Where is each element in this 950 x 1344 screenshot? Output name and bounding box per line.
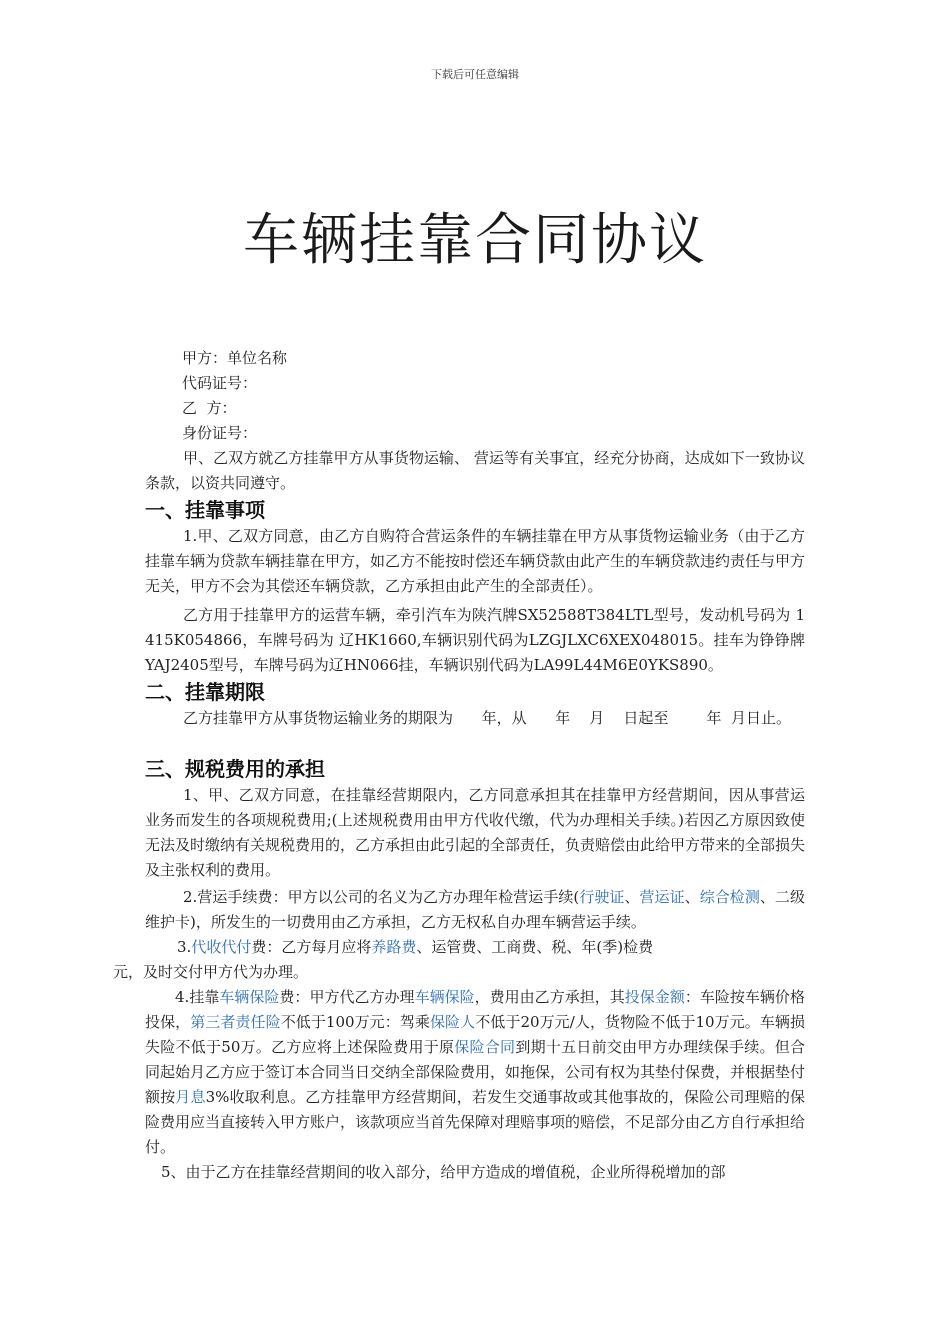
document-title: 车辆挂靠合同协议 (243, 208, 707, 273)
party-b-line: 乙 方： (182, 399, 237, 417)
link-comprehensive-inspection[interactable]: 综合检测 (699, 888, 760, 906)
text-segment: 3. (177, 938, 192, 956)
section-2-heading: 二、挂靠期限 (145, 680, 265, 704)
text-segment: 不低于20万元/人，货物险不低于10万元。车辆损失险不低于50万。乙方应将上述保险费用于原 (145, 1013, 805, 1056)
link-insured-amount[interactable]: 投保金额 (624, 988, 685, 1006)
code-no-line: 代码证号： (182, 374, 258, 392)
link-insured-person[interactable]: 保险人 (429, 1013, 476, 1031)
text-segment: 不低于100万元：驾乘 (280, 1013, 430, 1031)
section-1-paragraph-2: 乙方用于挂靠甲方的运营车辆，牵引汽车为陕汽牌SX52588T384LTL型号，发动机号码为 1415K054866，车牌号码为 辽HK1660,车辆识别代码为LZGJLXC6XEX048015。挂车为铮铮牌YAJ2405型号，车牌号码为辽HN066挂，车辆识别代码为LA99L44M6E0YKS890。 (145, 606, 805, 674)
section-1-heading: 一、挂靠事项 (145, 498, 265, 522)
section-3-heading: 三、规税费用的承担 (145, 757, 325, 781)
text-segment: 2.营运手续费：甲方以公司的名义为乙方办理年检营运手续( (183, 888, 580, 906)
text-segment: 费：乙方每月应将 (251, 938, 372, 956)
section-3-paragraph-5: 5、由于乙方在挂靠经营期间的收入部分，给甲方造成的增值税，企业所得税增加的部 (161, 1163, 726, 1181)
link-insurance-contract[interactable]: 保险合同 (454, 1038, 516, 1056)
text-segment: ，费用由乙方承担，其 (474, 988, 625, 1006)
text-segment: 、 (684, 888, 700, 906)
text-segment: 、 (624, 888, 640, 906)
text-segment: 费：甲方代乙方办理 (279, 988, 415, 1006)
link-monthly-interest[interactable]: 月息 (175, 1088, 206, 1106)
spacer (145, 731, 805, 755)
text-segment: 到期十五日前交由甲方办理续保手续。但合同起始月乙方应于签订本合同当日交纳全部保险费用，如拖保，公司有权为其垫付保费，并根据垫付额按 (145, 1038, 806, 1106)
document-body (113, 346, 806, 1185)
link-operation-certificate[interactable]: 营运证 (639, 888, 685, 906)
text-segment: ：车险按车辆价格投保， (145, 988, 805, 1031)
section-3-paragraph-1: 1、甲、乙双方同意，在挂靠经营期限内，乙方同意承担其在挂靠甲方经营期间，因从事营运业务而发生的各项规税费用;(上述规税费用由甲方代收代缴，代为办理相关手续。)若因乙方原因致使无法及时缴纳有关规税费用的，乙方承担由此引起的全部责任，负责赔偿由此给甲方带来的全部损失及主张权利的费用。 (145, 786, 806, 879)
section-2-paragraph-1: 乙方挂靠甲方从事货物运输业务的期限为 年，从 年 月 日起至 年 月日止。 (183, 709, 792, 727)
link-vehicle-insurance-2[interactable]: 车辆保险 (414, 988, 475, 1006)
text-segment: 元，及时交付甲方代为办理。 (113, 963, 309, 981)
text-segment: 、运管费、工商费、税、年(季)检费 (416, 938, 654, 956)
section-1-paragraph-1: 1.甲、乙双方同意，由乙方自购符合营运条件的车辆挂靠在甲方从事货物运输业务（由于乙方挂靠车辆为贷款车辆挂靠在甲方，如乙方不能按时偿还车辆贷款由此产生的车辆贷款违约责任与甲方无关，甲方不会为其偿还车辆贷款，乙方承担由此产生的全部责任）。 (145, 527, 806, 595)
link-driving-license[interactable]: 行驶证 (579, 888, 625, 906)
section-3-paragraph-3 (113, 935, 805, 985)
intro-paragraph: 甲、乙双方就乙方挂靠甲方从事货物运输、 营运等有关事宜，经充分协商，达成如下一致协议条款，以资共同遵守。 (145, 449, 805, 492)
link-vehicle-insurance[interactable]: 车辆保险 (219, 988, 280, 1006)
link-collect-pay[interactable]: 代收代付 (191, 938, 252, 956)
link-third-party-liability[interactable]: 第三者责任险 (190, 1013, 281, 1031)
text-segment: 、二级维护卡)，所发生的一切费用由乙方承担，乙方无权私自办理车辆营运手续。 (145, 888, 805, 931)
section-3-paragraph-4 (145, 985, 805, 1160)
header-note: 下载后可任意编辑 (431, 68, 519, 81)
section-3-paragraph-2 (145, 885, 805, 935)
party-a-line: 甲方：单位名称 (182, 349, 288, 367)
text-segment: 4.挂靠 (175, 988, 220, 1006)
text-segment: 3%收取利息。乙方挂靠甲方经营期间，若发生交通事故或其他事故的，保险公司理赔的保险费用应当直接转入甲方账户，该款项应当首先保障对理赔事项的赔偿，不足部分由乙方自行承担给付。 (145, 1088, 806, 1156)
link-road-maintenance-fee[interactable]: 养路费 (371, 938, 417, 956)
id-no-line: 身份证号： (182, 424, 258, 442)
